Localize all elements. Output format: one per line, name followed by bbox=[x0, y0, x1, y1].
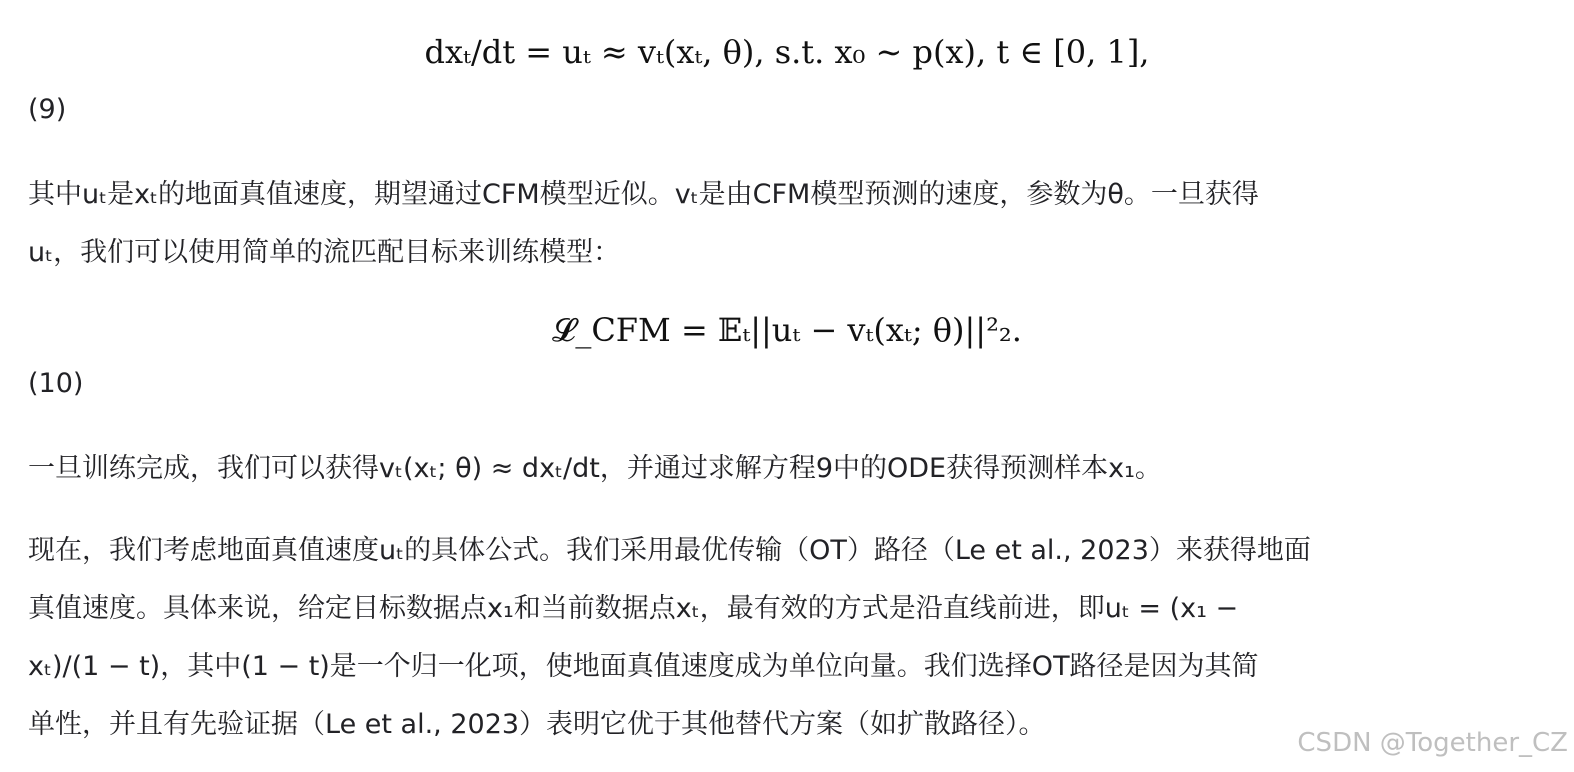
paragraph-3-line-4: 单性，并且有先验证据（Le et al., 2023）表明它优于其他替代方案（如扩散路径）。 bbox=[28, 709, 1046, 740]
paragraph-1-line-2: uₜ，我们可以使用简单的流匹配目标来训练模型： bbox=[28, 237, 621, 268]
watermark: CSDN @Together_CZ bbox=[1297, 728, 1568, 758]
paragraph-1 bbox=[28, 166, 1548, 282]
paragraph-3-line-3: xₜ)/(1 − t)，其中(1 − t)是一个归一化项，使地面真值速度成为单位向量。我们选择OT路径是因为其简 bbox=[28, 651, 1259, 682]
paragraph-3 bbox=[28, 522, 1548, 754]
paragraph-1-line-1: 其中uₜ是xₜ的地面真值速度，期望通过CFM模型近似。vₜ是由CFM模型预测的速度，参数为θ。一旦获得 bbox=[28, 179, 1259, 210]
equation-10-number: (10) bbox=[28, 368, 84, 399]
equation-10: 𝓛_CFM = 𝔼ₜ||uₜ − vₜ(xₜ; θ)||²₂. bbox=[552, 311, 1022, 349]
equation-9: dxₜ/dt = uₜ ≈ vₜ(xₜ, θ), s.t. x₀ ∼ p(x), t ∈ [0, 1], bbox=[424, 33, 1150, 71]
paragraph-2-line-1: 一旦训练完成，我们可以获得vₜ(xₜ; θ) ≈ dxₜ/dt，并通过求解方程9中的ODE获得预测样本x₁。 bbox=[28, 453, 1162, 484]
paragraph-3-line-2: 真值速度。具体来说，给定目标数据点x₁和当前数据点xₜ，最有效的方式是沿直线前进，即uₜ = (x₁ − bbox=[28, 593, 1239, 624]
paragraph-3-line-1: 现在，我们考虑地面真值速度uₜ的具体公式。我们采用最优传输（OT）路径（Le et al., 2023）来获得地面 bbox=[28, 535, 1311, 566]
paragraph-2 bbox=[28, 440, 1548, 498]
equation-9-number: (9) bbox=[28, 94, 67, 125]
